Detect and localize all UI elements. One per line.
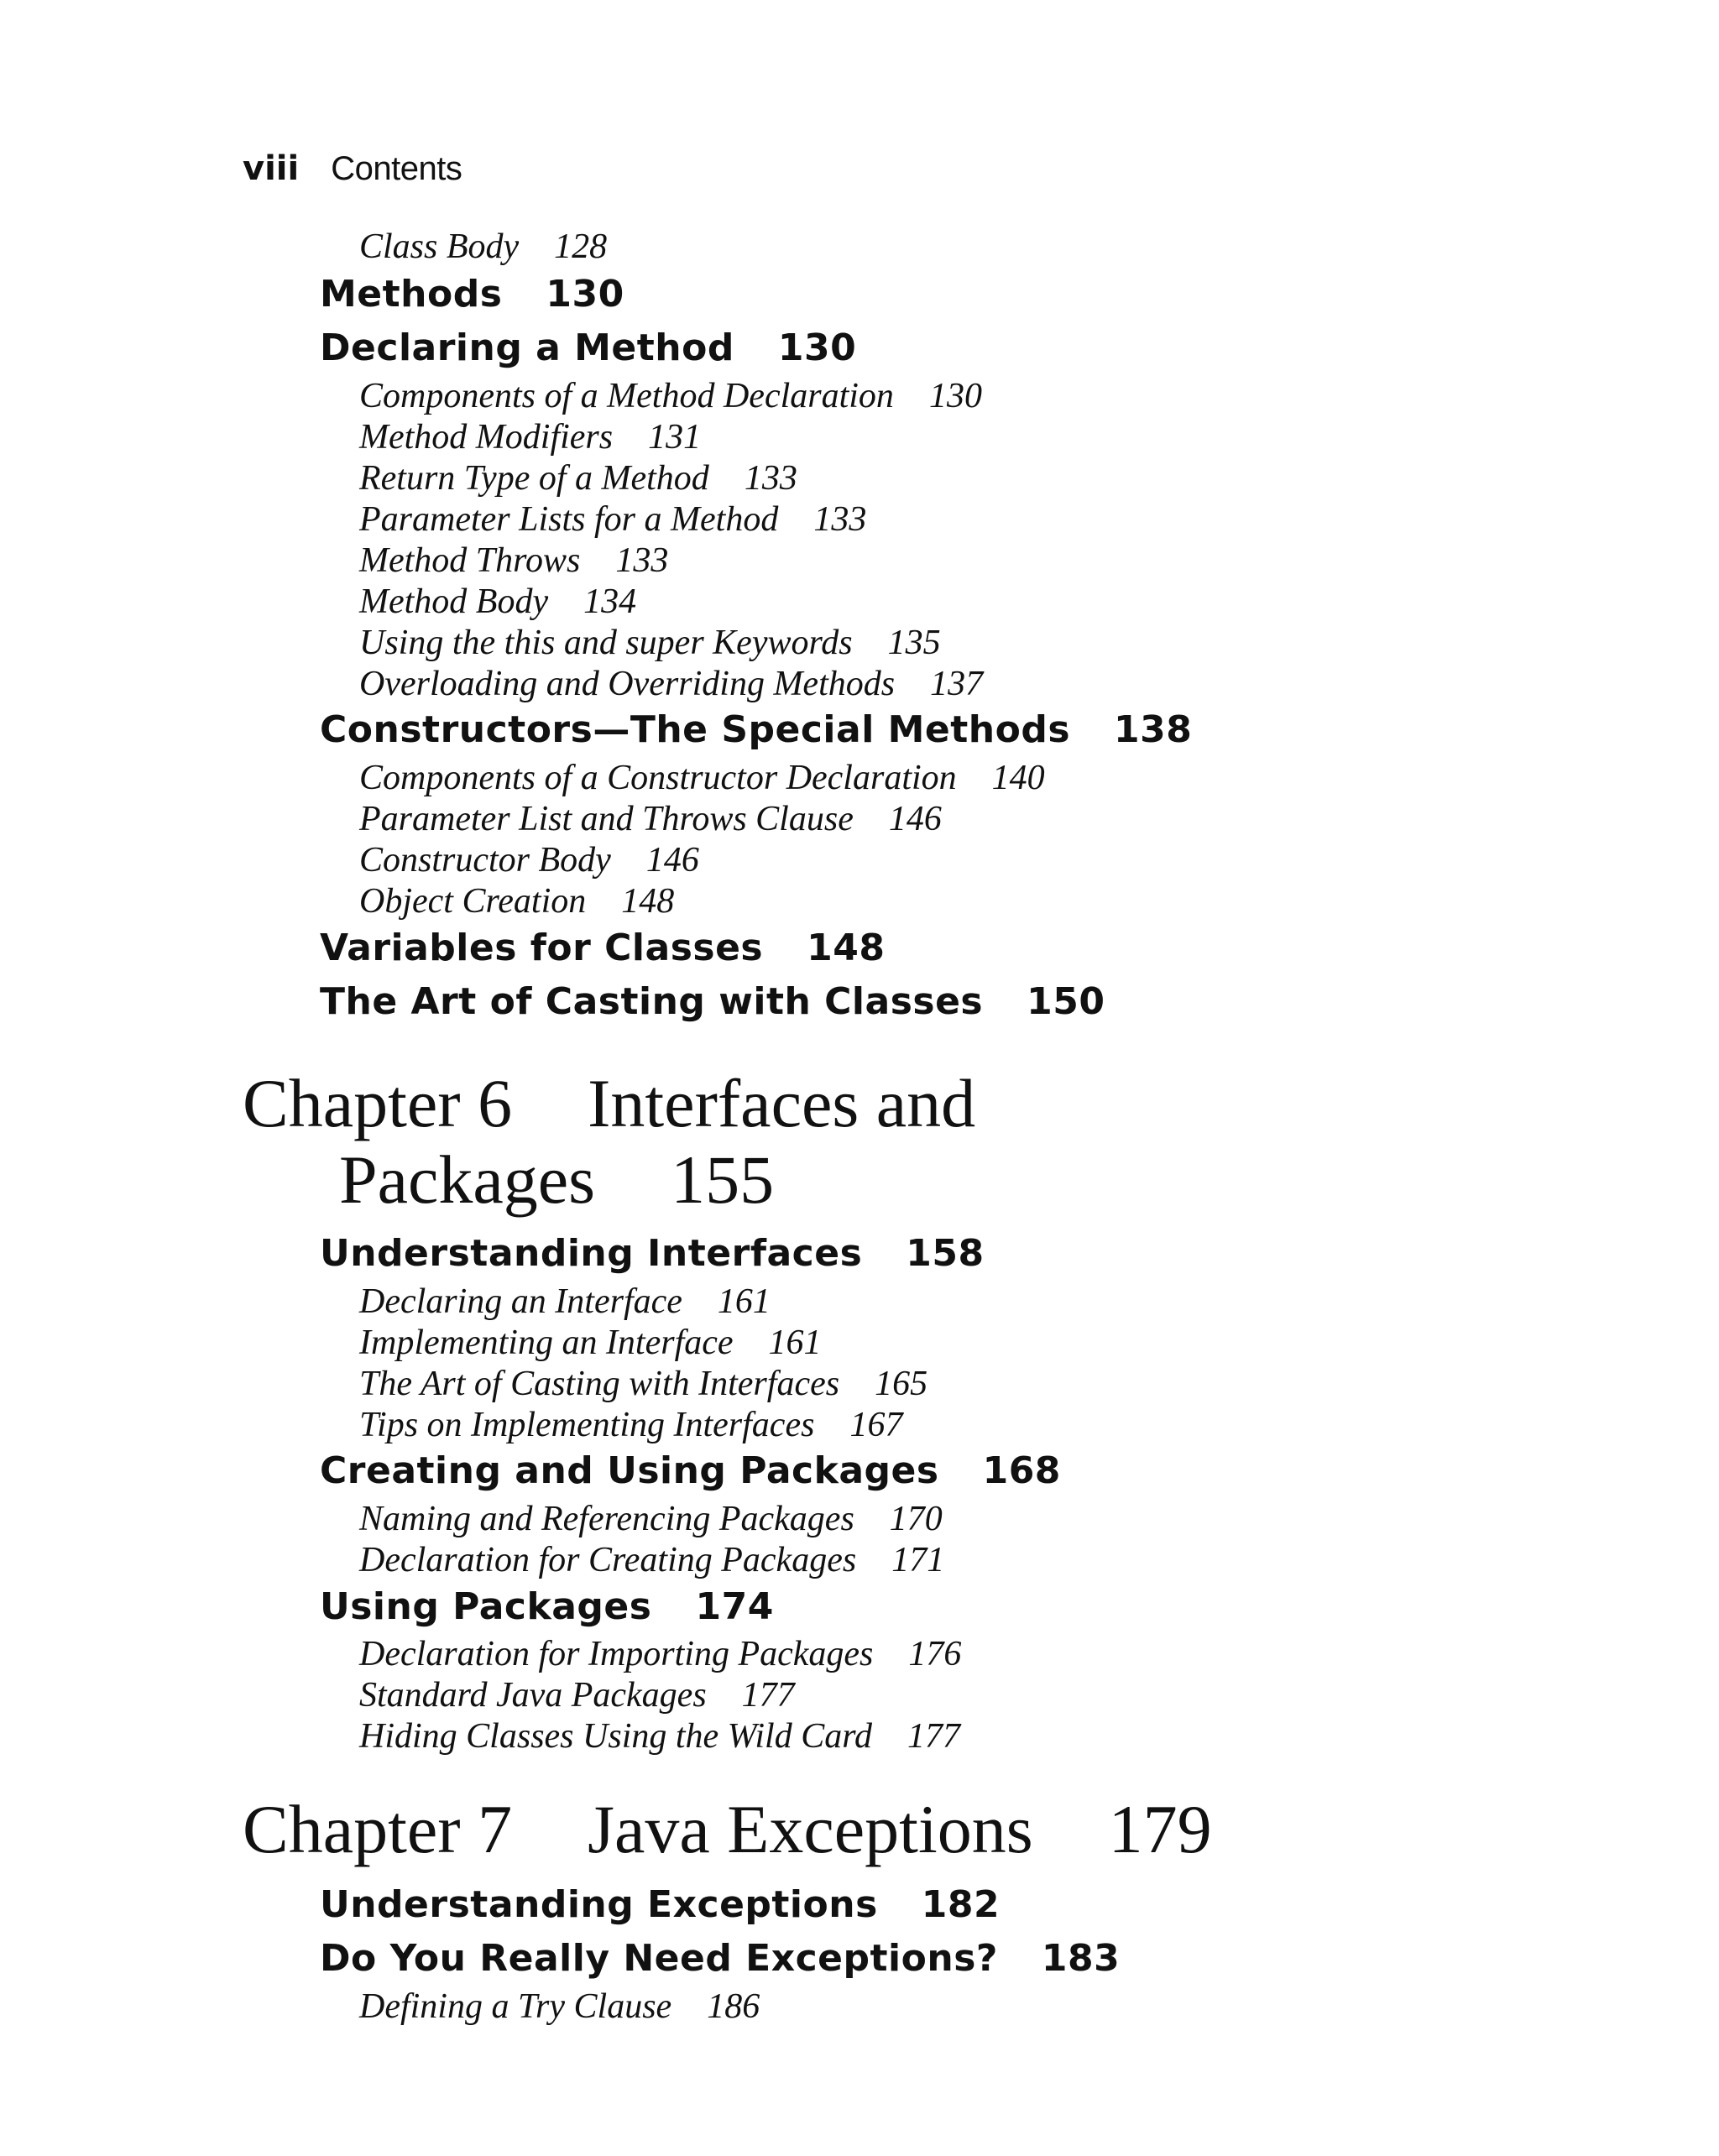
toc-entry-page: 134 xyxy=(583,582,637,621)
toc-section xyxy=(320,273,624,323)
chapter-label: Chapter 7 xyxy=(243,1791,513,1867)
chapter-page: 179 xyxy=(1108,1791,1212,1867)
toc-subsection xyxy=(359,376,982,416)
toc-entry-title: Implementing an Interface xyxy=(359,1323,734,1362)
toc-subsection xyxy=(359,1499,943,1539)
toc-entry-page: 140 xyxy=(991,759,1045,797)
toc-entry-page: 146 xyxy=(645,841,699,880)
toc-entry-title: Components of a Method Declaration xyxy=(359,377,894,415)
toc-entry-title: Method Throws xyxy=(359,541,581,580)
toc-entry-page: 176 xyxy=(908,1635,962,1673)
toc-subsection xyxy=(359,664,983,704)
toc-entry-page: 146 xyxy=(888,800,942,838)
chapter-title: Java Exceptions xyxy=(588,1791,1033,1867)
chapter-label: Chapter 6 xyxy=(243,1065,513,1141)
toc-entry-title: Defining a Try Clause xyxy=(359,1987,672,2026)
toc-entry-title: Variables for Classes xyxy=(320,927,764,969)
toc-section xyxy=(320,708,1192,759)
toc-entry-page: 128 xyxy=(554,227,608,266)
toc-subsection xyxy=(359,458,797,499)
toc-subsection xyxy=(359,417,701,457)
toc-entry-title: Creating and Using Packages xyxy=(320,1449,939,1492)
toc-entry-title: Using the this and super Keywords xyxy=(359,624,853,662)
toc-section xyxy=(320,326,856,377)
toc-subsection xyxy=(359,799,942,839)
chapter-page: 155 xyxy=(671,1141,775,1218)
toc-entry-page: 186 xyxy=(707,1987,760,2026)
toc-entry-title: Do You Really Need Exceptions? xyxy=(320,1937,998,1980)
toc-entry-title: Components of a Constructor Declaration xyxy=(359,759,957,797)
running-head-title: Contents xyxy=(331,150,462,187)
toc-subsection xyxy=(359,1716,960,1757)
toc-entry-page: 167 xyxy=(849,1406,903,1444)
toc-entry-title: Declaring an Interface xyxy=(359,1282,682,1321)
toc-entry-title: Using Packages xyxy=(320,1585,652,1628)
toc-entry-page: 137 xyxy=(930,665,984,703)
toc-subsection xyxy=(359,1364,927,1404)
toc-entry-page: 161 xyxy=(768,1323,822,1362)
toc-entry-title: Hiding Classes Using the Wild Card xyxy=(359,1717,872,1756)
toc-entry-page: 133 xyxy=(744,459,797,498)
toc-entry-title: Declaration for Importing Packages xyxy=(359,1635,874,1673)
toc-entry-page: 133 xyxy=(813,500,867,539)
chapter-6-heading-continued xyxy=(339,1141,774,1221)
toc-entry-title: Class Body xyxy=(359,227,520,266)
toc-subsection xyxy=(359,499,866,540)
toc-entry-page: 177 xyxy=(741,1676,795,1715)
toc-subsection xyxy=(359,1323,822,1363)
toc-subsection xyxy=(359,1540,944,1580)
toc-entry-page: 165 xyxy=(875,1365,928,1403)
toc-section xyxy=(320,1585,774,1636)
toc-entry-page: 148 xyxy=(621,882,675,921)
toc-entry-title: Understanding Exceptions xyxy=(320,1883,878,1926)
toc-entry-page: 177 xyxy=(907,1717,960,1756)
toc-entry-page: 161 xyxy=(717,1282,771,1321)
toc-entry-title: Overloading and Overriding Methods xyxy=(359,665,896,703)
toc-entry-page: 170 xyxy=(889,1500,943,1538)
toc-entry-title: Return Type of a Method xyxy=(359,459,709,498)
toc-entry-title: Method Modifiers xyxy=(359,418,614,457)
toc-subsection xyxy=(359,1282,771,1322)
toc-subsection xyxy=(359,840,699,880)
toc-entry-page: 135 xyxy=(887,624,941,662)
chapter-title-continued: Packages xyxy=(339,1141,596,1218)
toc-section xyxy=(320,1937,1120,1987)
page-folio: viii xyxy=(243,149,300,188)
toc-entry-title: Methods xyxy=(320,273,503,316)
toc-entry-page: 130 xyxy=(928,377,982,415)
chapter-7-heading xyxy=(243,1790,1212,1871)
toc-entry-title: The Art of Casting with Classes xyxy=(320,980,984,1023)
toc-entry-page: 182 xyxy=(921,1883,1001,1926)
toc-entry-title: Parameter List and Throws Clause xyxy=(359,800,854,838)
toc-section xyxy=(320,1232,985,1282)
toc-entry-page: 131 xyxy=(648,418,702,457)
toc-entry-page: 158 xyxy=(906,1232,985,1275)
toc-entry-title: Understanding Interfaces xyxy=(320,1232,863,1275)
toc-subsection xyxy=(359,623,941,663)
toc-entry-title: Declaring a Method xyxy=(320,326,734,369)
toc-entry-title: Standard Java Packages xyxy=(359,1676,707,1715)
toc-section xyxy=(320,1449,1061,1500)
toc-entry-page: 171 xyxy=(891,1541,945,1579)
toc-entry-title: Object Creation xyxy=(359,882,587,921)
chapter-6-heading xyxy=(243,1064,975,1145)
toc-entry-title: The Art of Casting with Interfaces xyxy=(359,1365,840,1403)
toc-entry-title: Constructor Body xyxy=(359,841,611,880)
toc-subsection xyxy=(359,1634,961,1674)
toc-entry-page: 130 xyxy=(777,326,857,369)
toc-entry-title: Naming and Referencing Packages xyxy=(359,1500,854,1538)
toc-entry-page: 130 xyxy=(546,273,624,316)
toc-entry-page: 150 xyxy=(1027,980,1105,1023)
toc-subsection xyxy=(359,881,674,921)
toc-entry-page: 174 xyxy=(695,1585,774,1628)
toc-subsection xyxy=(359,540,668,581)
toc-subsection xyxy=(359,227,607,267)
toc-subsection xyxy=(359,1986,760,2027)
toc-section xyxy=(320,927,885,977)
toc-entry-page: 183 xyxy=(1041,1937,1121,1980)
toc-entry-title: Constructors—The Special Methods xyxy=(320,708,1071,751)
toc-subsection xyxy=(359,582,636,622)
running-head xyxy=(243,149,462,200)
toc-subsection xyxy=(359,1405,902,1445)
toc-section xyxy=(320,1883,1000,1934)
toc-entry-page: 148 xyxy=(807,927,886,969)
toc-subsection xyxy=(359,1675,795,1715)
toc-entry-title: Declaration for Creating Packages xyxy=(359,1541,857,1579)
toc-entry-page: 133 xyxy=(615,541,669,580)
toc-entry-page: 138 xyxy=(1114,708,1193,751)
toc-entry-title: Method Body xyxy=(359,582,549,621)
chapter-title: Interfaces and xyxy=(588,1065,976,1141)
toc-section xyxy=(320,980,1105,1031)
toc-entry-title: Tips on Implementing Interfaces xyxy=(359,1406,815,1444)
toc-subsection xyxy=(359,758,1045,798)
toc-entry-title: Parameter Lists for a Method xyxy=(359,500,779,539)
toc-entry-page: 168 xyxy=(982,1449,1061,1492)
